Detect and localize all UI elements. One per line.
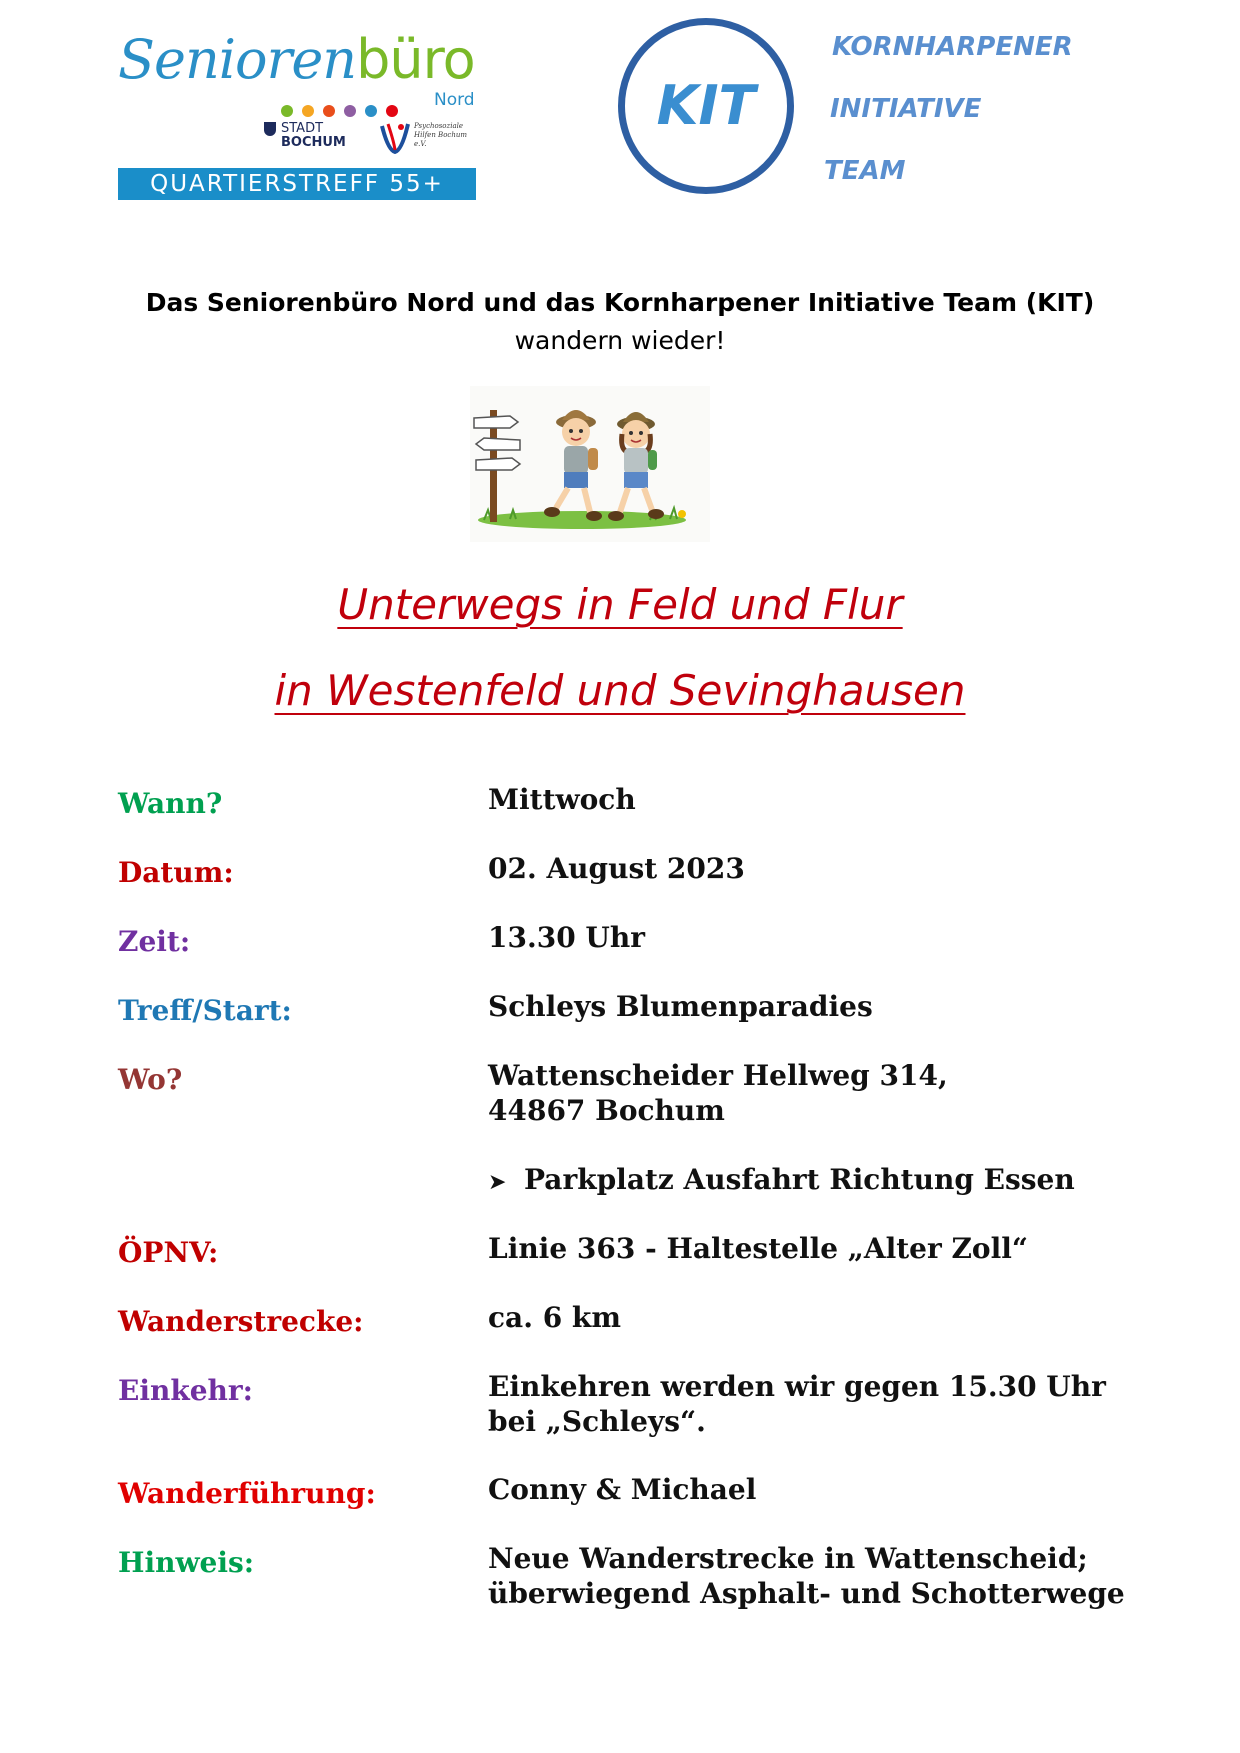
label-einkehr: Einkehr: <box>118 1374 253 1407</box>
value-zeit: 13.30 Uhr <box>488 921 645 954</box>
label-hinweis: Hinweis: <box>118 1546 255 1579</box>
kit-name-line-2: INITIATIVE <box>830 94 982 124</box>
intro-line-2: wandern wieder! <box>514 326 726 355</box>
label-wanderstrecke: Wanderstrecke: <box>118 1305 364 1338</box>
hikers-illustration <box>470 386 710 542</box>
value-einkehr-line-2: bei „Schleys“. <box>488 1405 706 1438</box>
value-datum: 02. August 2023 <box>488 852 745 885</box>
city-label: STADT <box>281 121 324 136</box>
event-title-line-1 <box>0 580 1240 629</box>
quartierstreff-banner: QUARTIERSTREFF 55+ <box>118 168 476 200</box>
value-wann: Mittwoch <box>488 783 636 816</box>
color-dot <box>386 105 398 117</box>
kit-name-line-1: KORNHARPENER <box>832 32 1073 62</box>
value-wo-line-2: 44867 Bochum <box>488 1094 725 1127</box>
label-oepnv: ÖPNV: <box>118 1236 219 1269</box>
value-hinweis-line-2: überwiegend Asphalt- und Schotterwege <box>488 1577 1125 1610</box>
brand-suffix: büro <box>356 28 475 91</box>
value-wo-note <box>488 1162 1075 1200</box>
label-treff: Treff/Start: <box>118 994 292 1027</box>
label-wo: Wo? <box>118 1063 183 1096</box>
event-title-line-2 <box>0 666 1240 715</box>
value-einkehr-line-1: Einkehren werden wir gegen 15.30 Uhr <box>488 1370 1106 1403</box>
value-wanderstrecke: ca. 6 km <box>488 1301 621 1334</box>
intro-line-1: Das Seniorenbüro Nord und das Kornharpener Initiative Team (KIT) <box>145 288 1095 317</box>
value-treff: Schleys Blumenparadies <box>488 990 873 1023</box>
region-label: Nord <box>434 90 475 110</box>
brand-prefix: Senioren <box>118 28 357 91</box>
value-oepnv: Linie 363 - Haltestelle „Alter Zoll“ <box>488 1232 1028 1265</box>
stadt-bochum-logo <box>264 122 346 149</box>
kit-acronym: KIT <box>656 74 756 137</box>
city-crest-icon <box>264 122 276 136</box>
label-datum: Datum: <box>118 856 234 889</box>
value-hinweis-line-1: Neue Wanderstrecke in Wattenscheid; <box>488 1542 1088 1575</box>
event-title-text-1: Unterwegs in Feld und Flur <box>337 580 903 629</box>
value-wanderfuehrung: Conny & Michael <box>488 1473 757 1506</box>
parking-note: Parkplatz Ausfahrt Richtung Essen <box>524 1163 1075 1196</box>
color-dots <box>281 102 407 121</box>
color-dot <box>281 105 293 117</box>
label-zeit: Zeit: <box>118 925 191 958</box>
city-name: BOCHUM <box>281 135 346 150</box>
color-dot <box>344 105 356 117</box>
color-dot <box>365 105 377 117</box>
partner-text: Psychosoziale Hilfen Bochum e.V. <box>414 122 467 148</box>
seniorenbuero-wordmark <box>118 28 475 91</box>
event-title-text-2: in Westenfeld und Sevinghausen <box>274 666 966 715</box>
label-wann: Wann? <box>118 787 223 820</box>
hikers-signpost-icon <box>470 386 710 542</box>
kit-name-line-3: TEAM <box>824 156 906 186</box>
value-wo-line-1: Wattenscheider Hellweg 314, <box>488 1059 948 1092</box>
color-dot <box>302 105 314 117</box>
arrow-bullet-icon: ➤ <box>488 1170 507 1195</box>
partner-logo <box>380 120 472 156</box>
label-wanderfuehrung: Wanderführung: <box>118 1477 376 1510</box>
kit-logo <box>618 18 794 194</box>
color-dot <box>323 105 335 117</box>
partner-emblem-icon <box>380 120 410 154</box>
seniorenbuero-logo <box>118 22 478 204</box>
